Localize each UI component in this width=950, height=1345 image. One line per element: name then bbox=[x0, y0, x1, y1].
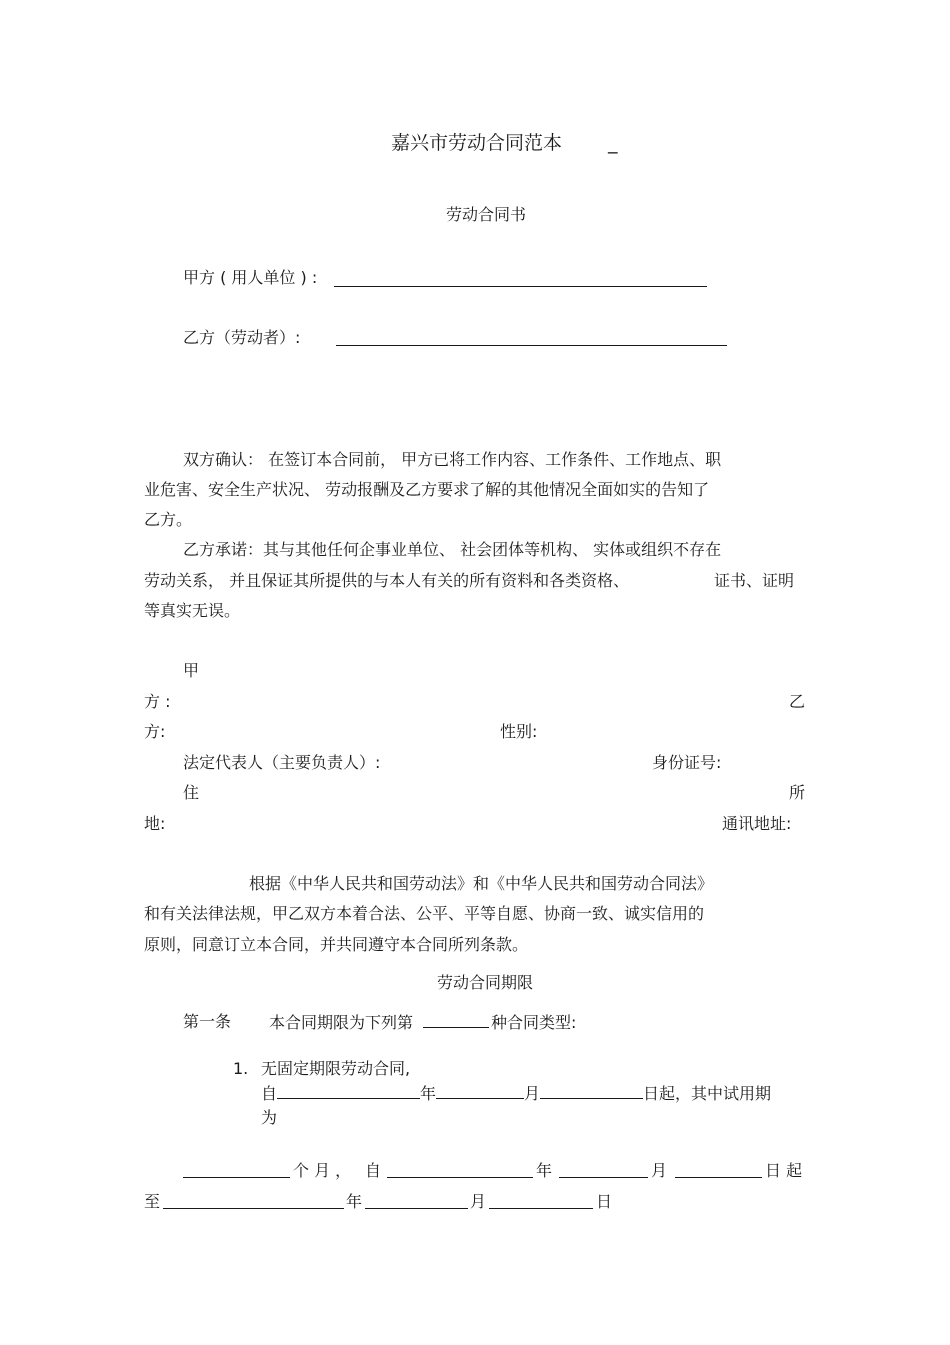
trial-end-year-label: 年 bbox=[346, 1192, 363, 1211]
trial-from-label: 自 bbox=[365, 1161, 382, 1180]
trial-month-label: 月 bbox=[651, 1161, 668, 1180]
start-day-blank bbox=[540, 1083, 643, 1099]
id-number-label: 身份证号: bbox=[652, 753, 722, 772]
trial-start-month-blank bbox=[559, 1177, 648, 1178]
article-1-text-a: 本合同期限为下列第 bbox=[269, 1013, 414, 1032]
party-a-label: 甲方 ( 用人单位 ) : bbox=[183, 268, 318, 287]
residence-zhu-char: 住 bbox=[183, 783, 200, 802]
subtitle: 劳动合同书 bbox=[446, 205, 527, 224]
trial-start-year-blank bbox=[387, 1177, 533, 1178]
basis-line-1: 根据《中华人民共和国劳动法》和《中华人民共和国劳动合同法》 bbox=[249, 874, 714, 893]
confirm-line-1: 双方确认： 在签订本合同前， 甲方已将工作内容、工作条件、工作地点、职 bbox=[183, 450, 722, 469]
item-1-title: 无固定期限劳动合同, bbox=[261, 1059, 411, 1078]
article-1-label: 第一条 bbox=[183, 1012, 232, 1031]
party-b-underline bbox=[336, 345, 727, 346]
residence-suo-char: 所 bbox=[789, 783, 806, 802]
title-mark: _ bbox=[608, 132, 618, 154]
item-1-number: 1. bbox=[233, 1059, 249, 1078]
trial-end-day-blank bbox=[489, 1208, 593, 1209]
start-year-blank bbox=[277, 1083, 420, 1099]
trial-start-day-blank bbox=[675, 1177, 762, 1178]
trial-to-label: 至 bbox=[144, 1192, 161, 1211]
party-jia-char: 甲 bbox=[183, 661, 200, 680]
promise-line-2b: 证书、证明 bbox=[714, 571, 795, 590]
party-b-label: 乙方（劳动者）: bbox=[183, 328, 301, 347]
party-yi-char: 乙 bbox=[789, 692, 806, 711]
trial-day-from-label: 日 起 bbox=[765, 1161, 803, 1180]
promise-line-3: 等真实无误。 bbox=[144, 601, 241, 620]
residence-di-label: 地: bbox=[144, 814, 166, 833]
legal-rep-label: 法定代表人（主要负责人）: bbox=[183, 753, 381, 772]
basis-line-2: 和有关法律法规，甲乙双方本着合法、公平、平等自愿、协商一致、诚实信用的 bbox=[144, 904, 705, 923]
gender-label: 性别: bbox=[500, 722, 538, 741]
article-1-text bbox=[269, 1012, 576, 1033]
trial-end-month-label: 月 bbox=[470, 1192, 487, 1211]
month-label: 月 bbox=[524, 1084, 541, 1103]
item-1-date-line bbox=[261, 1083, 771, 1104]
item-1-wei: 为 bbox=[261, 1108, 278, 1127]
start-month-blank bbox=[436, 1083, 524, 1099]
trial-end-month-blank bbox=[365, 1208, 468, 1209]
day-trial-label: 日起，其中试用期 bbox=[643, 1084, 772, 1103]
article-1-text-b: 种合同类型: bbox=[491, 1013, 577, 1032]
trial-end-year-blank bbox=[163, 1208, 344, 1209]
confirm-line-3: 乙方。 bbox=[144, 510, 193, 529]
trial-months-blank bbox=[183, 1177, 290, 1178]
address-label: 通讯地址: bbox=[722, 814, 792, 833]
trial-year-label: 年 bbox=[536, 1161, 553, 1180]
from-label: 自 bbox=[261, 1084, 278, 1103]
party-a-underline bbox=[334, 286, 707, 287]
party-fang2: 方: bbox=[144, 722, 166, 741]
section-title: 劳动合同期限 bbox=[437, 973, 534, 992]
basis-line-3: 原则，同意订立本合同，并共同遵守本合同所列条款。 bbox=[144, 935, 529, 954]
confirm-line-2: 业危害、安全生产状况、 劳动报酬及乙方要求了解的其他情况全面如实的告知了 bbox=[144, 480, 710, 499]
year-label: 年 bbox=[420, 1084, 437, 1103]
promise-line-1: 乙方承诺：其与其他任何企事业单位、 社会团体等机构、 实体或组织不存在 bbox=[183, 540, 722, 559]
party-fang-colon: 方 : bbox=[144, 692, 171, 711]
promise-line-2: 劳动关系， 并且保证其所提供的与本人有关的所有资料和各类资格、 bbox=[144, 571, 630, 590]
trial-end-day-label: 日 bbox=[596, 1192, 613, 1211]
contract-type-blank bbox=[423, 1012, 489, 1028]
months-label: 个 月 ， bbox=[293, 1161, 352, 1180]
document-title: 嘉兴市劳动合同范本 bbox=[391, 132, 563, 154]
